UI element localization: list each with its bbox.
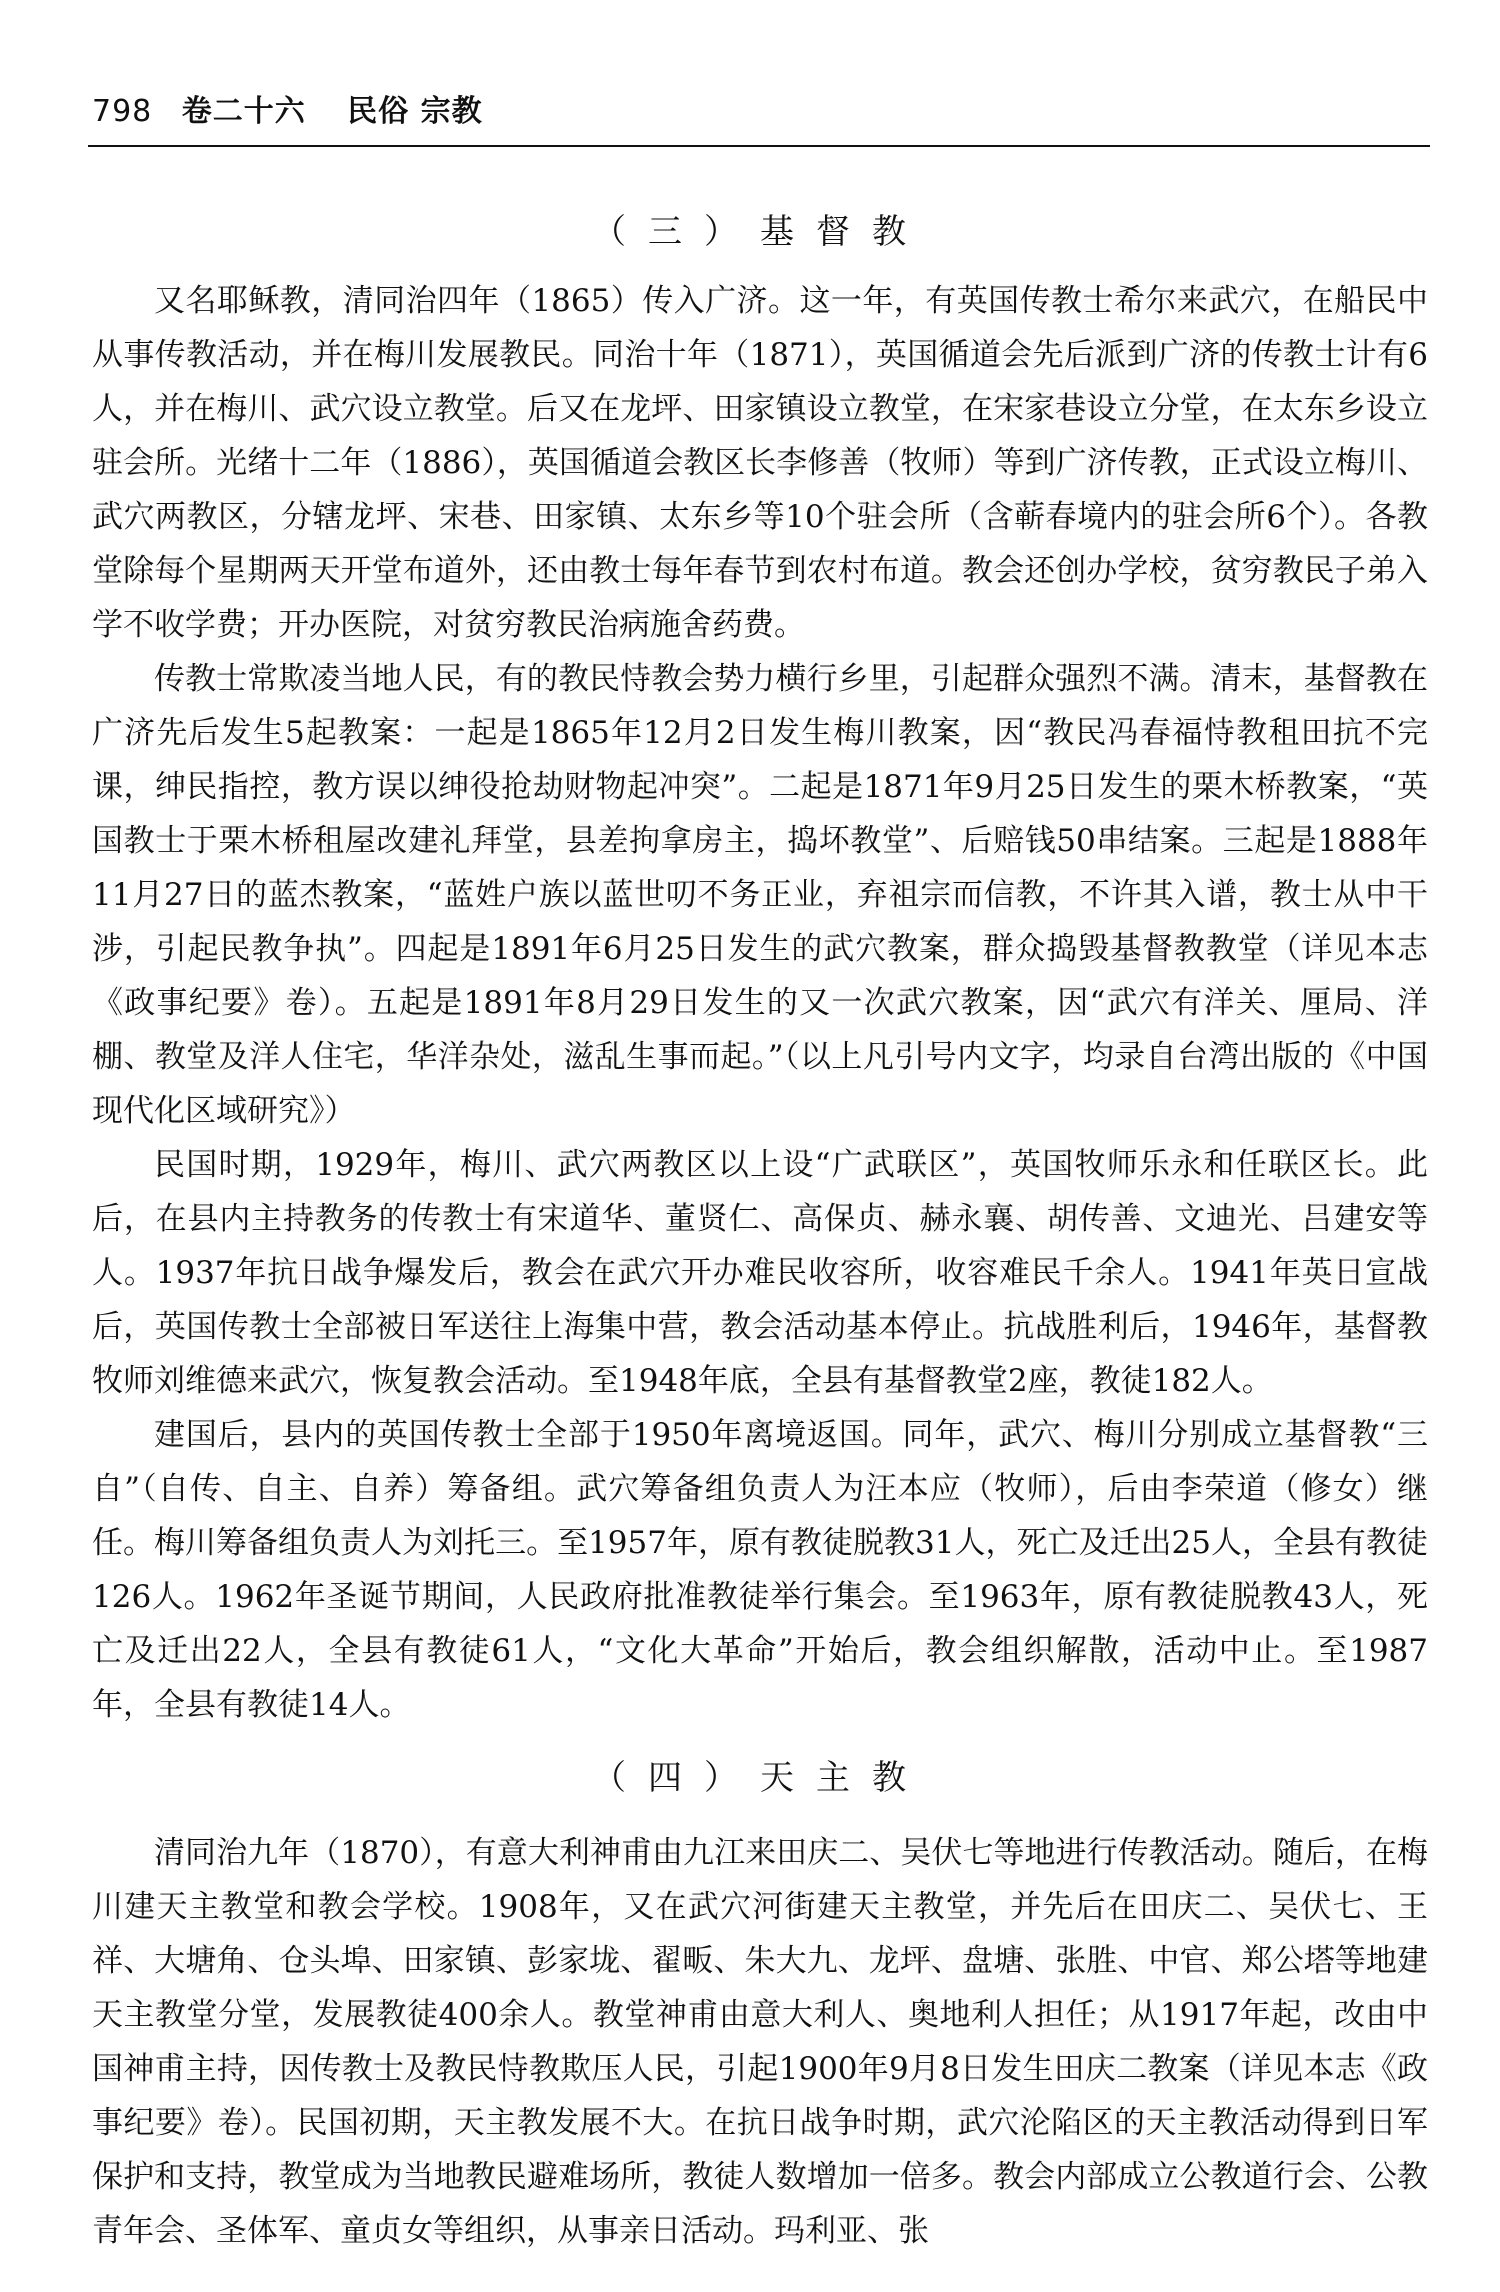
header-rule — [88, 145, 1430, 147]
paragraph: 建国后，县内的英国传教士全部于1950年离境返国。同年，武穴、梅川分别成立基督教“三自”（自传、自主、自养）筹备组。武穴筹备组负责人为汪本应（牧师），后由李荣道（修女）继任。梅川筹备组负责人为刘托三。至1957年，原有教徒脱教31人，死亡及迁出25人，全县有教徒126人。1962年圣诞节期间，人民政府批准教徒举行集会。至1963年，原有教徒脱教43人，死亡及迁出22人，全县有教徒61人，“文化大革命”开始后，教会组织解散，活动中止。至1987年，全县有教徒14人。 — [92, 1417, 1428, 1723]
paragraph: 又名耶稣教，清同治四年（1865）传入广济。这一年，有英国传教士希尔来武穴，在船民中从事传教活动，并在梅川发展教民。同治十年（1871），英国循道会先后派到广济的传教士计有6人，并在梅川、武穴设立教堂。后又在龙坪、田家镇设立教堂，在宋家巷设立分堂，在太东乡设立驻会所。光绪十二年（1886），英国循道会教区长李修善（牧师）等到广济传教，正式设立梅川、武穴两教区，分辖龙坪、宋巷、田家镇、太东乡等10个驻会所（含蕲春境内的驻会所6个）。各教堂除每个星期两天开堂布道外，还由教士每年春节到农村布道。教会还创办学校，贫穷教民子弟入学不收学费；开办医院，对贫穷教民治病施舍药费。 — [92, 283, 1428, 643]
section-heading-christianity: （三）基督教 — [592, 212, 928, 252]
section-title: 民俗 宗教 — [347, 94, 483, 129]
paragraph: 民国时期，1929年，梅川、武穴两教区以上设“广武联区”，英国牧师乐永和任联区长。此后，在县内主持教务的传教士有宋道华、董贤仁、高保贞、赫永襄、胡传善、文迪光、吕建安等人。1937年抗日战争爆发后，教会在武穴开办难民收容所，收容难民千余人。1941年英日宣战后，英国传教士全部被日军送往上海集中营，教会活动基本停止。抗战胜利后，1946年，基督教牧师刘维德来武穴，恢复教会活动。至1948年底，全县有基督教堂2座，教徒182人。 — [92, 1147, 1428, 1399]
body-text — [92, 196, 1428, 2258]
paragraph: 传教士常欺凌当地人民，有的教民恃教会势力横行乡里，引起群众强烈不满。清末，基督教在广济先后发生5起教案：一起是1865年12月2日发生梅川教案，因“教民冯春福恃教租田抗不完课，绅民指控，教方误以绅役抢劫财物起冲突”。二起是1871年9月25日发生的栗木桥教案，“英国教士于栗木桥租屋改建礼拜堂，县差拘拿房主，捣坏教堂”、后赔钱50串结案。三起是1888年11月27日的蓝杰教案，“蓝姓户族以蓝世叨不务正业，弃祖宗而信教，不许其入谱，教士从中干涉，引起民教争执”。四起是1891年6月25日发生的武穴教案，群众捣毁基督教教堂（详见本志《政事纪要》卷）。五起是1891年8月29日发生的又一次武穴教案，因“武穴有洋关、厘局、洋棚、教堂及洋人住宅，华洋杂处，滋乱生事而起。”（以上凡引号内文字，均录自台湾出版的《中国现代化区域研究》） — [92, 661, 1428, 1129]
page-number: 798 — [92, 94, 153, 129]
volume-title: 卷二十六 — [181, 94, 306, 129]
paragraph: 清同治九年（1870），有意大利神甫由九江来田庆二、吴伏七等地进行传教活动。随后，在梅川建天主教堂和教会学校。1908年，又在武穴河街建天主教堂，并先后在田庆二、吴伏七、王祥、大塘角、仓头埠、田家镇、彭家垅、翟畈、朱大九、龙坪、盘塘、张胜、中官、郑公塔等地建天主教堂分堂，发展教徒400余人。教堂神甫由意大利人、奥地利人担任；从1917年起，改由中国神甫主持，因传教士及教民恃教欺压人民，引起1900年9月8日发生田庆二教案（详见本志《政事纪要》卷）。民国初期，天主教发展不大。在抗日战争时期，武穴沦陷区的天主教活动得到日军保护和支持，教堂成为当地教民避难场所，教徒人数增加一倍多。教会内部成立公教道行会、公教青年会、圣体军、童贞女等组织，从事亲日活动。玛利亚、张 — [92, 1835, 1428, 2249]
section-heading-catholicism: （四）天主教 — [592, 1758, 928, 1798]
running-header — [92, 86, 483, 130]
